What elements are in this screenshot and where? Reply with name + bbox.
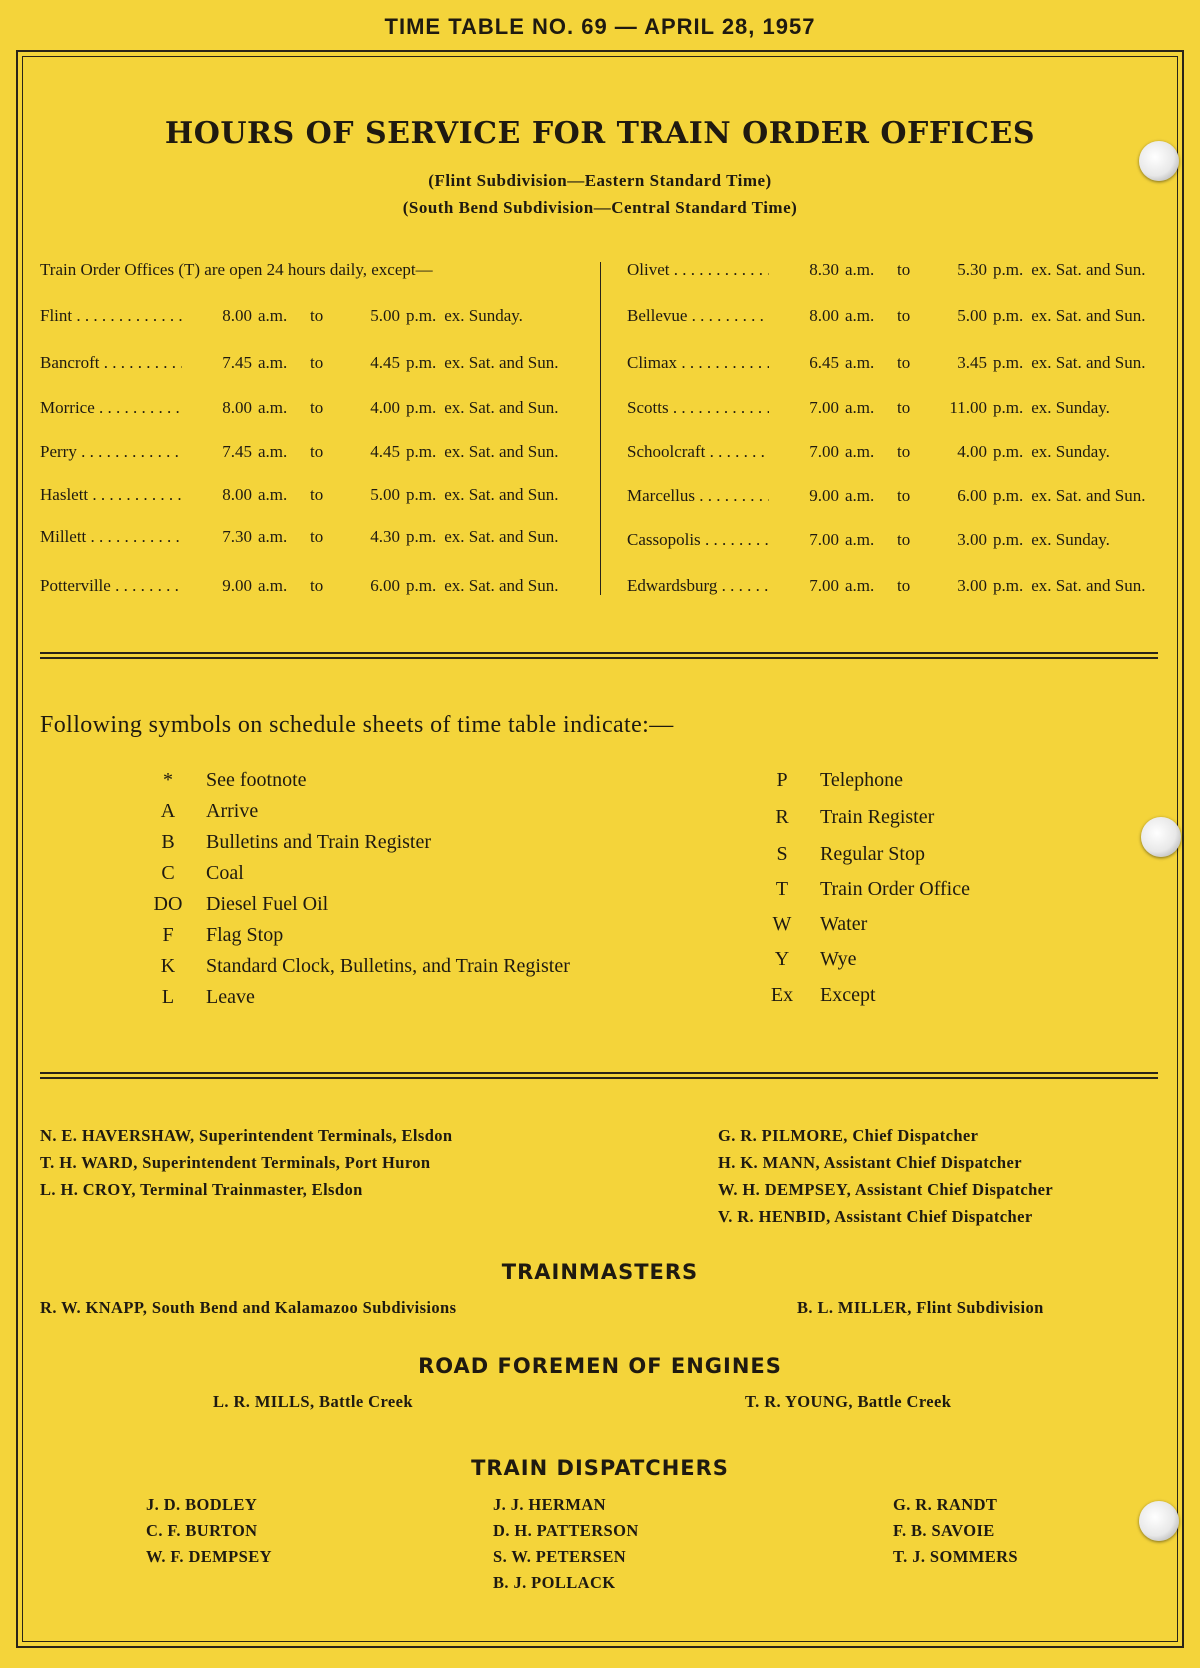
symbol-desc: Except <box>820 984 876 1006</box>
am-label: a.m. <box>845 486 875 505</box>
open-time: 7.00 <box>809 530 839 549</box>
open-time: 9.00 <box>222 576 252 595</box>
close-time: 6.00 <box>370 576 400 595</box>
timetable-header: TIME TABLE NO. 69 — APRIL 28, 1957 <box>384 14 816 39</box>
am-label: a.m. <box>258 576 288 595</box>
pm-label: p.m. <box>406 485 437 504</box>
road-foreman-entry: T. R. YOUNG, Battle Creek <box>745 1392 952 1411</box>
exception-note: ex. Sunday. <box>1031 530 1110 549</box>
pm-label: p.m. <box>993 576 1024 595</box>
office-name: Potterville . . . <box>40 576 182 596</box>
official-entry: W. H. DEMPSEY, Assistant Chief Dispatcher <box>718 1180 1054 1199</box>
symbol-code: T <box>775 878 789 900</box>
office-name: Edwardsburg . . . <box>627 576 769 596</box>
office-name: Bancroft . . . <box>40 353 182 373</box>
office-name: Bellevue . . . <box>627 306 769 326</box>
exception-note: ex. Sat. and Sun. <box>1031 353 1146 372</box>
symbol-code: C <box>161 862 175 884</box>
symbol-desc: Regular Stop <box>820 843 925 865</box>
exception-note: ex. Sat. and Sun. <box>1031 486 1146 505</box>
to-label: to <box>310 442 324 461</box>
exception-note: ex. Sunday. <box>1031 398 1110 417</box>
to-label: to <box>310 485 324 504</box>
exception-note: ex. Sat. and Sun. <box>444 442 559 461</box>
punch-hole <box>1141 817 1181 857</box>
open-time: 8.00 <box>809 306 839 325</box>
close-time: 5.00 <box>370 306 400 325</box>
official-entry: G. R. PILMORE, Chief Dispatcher <box>718 1126 979 1145</box>
open-time: 7.45 <box>222 442 252 461</box>
close-time: 5.00 <box>957 306 987 325</box>
am-label: a.m. <box>258 527 288 546</box>
symbol-code: Ex <box>770 984 794 1006</box>
symbol-code: B <box>161 831 175 853</box>
official-entry: V. R. HENBID, Assistant Chief Dispatcher <box>718 1207 1033 1226</box>
symbol-code: * <box>163 769 173 791</box>
am-label: a.m. <box>845 576 875 595</box>
official-entry: T. H. WARD, Superintendent Terminals, Port Huron <box>40 1153 431 1172</box>
pm-label: p.m. <box>993 530 1024 549</box>
close-time: 4.45 <box>370 353 400 372</box>
office-name: Morrice . . . <box>40 398 182 418</box>
to-label: to <box>897 353 911 372</box>
dispatchers-heading: TRAIN DISPATCHERS <box>471 1456 729 1480</box>
exception-note: ex. Sunday. <box>444 306 523 325</box>
symbol-entry <box>752 769 903 792</box>
to-label: to <box>897 530 911 549</box>
symbol-entry <box>752 878 970 901</box>
section-rule <box>40 652 1158 659</box>
dispatcher-name: W. F. DEMPSEY <box>146 1547 272 1566</box>
office-name: Haslett . . . <box>40 485 182 505</box>
symbol-entry <box>138 800 258 823</box>
am-label: a.m. <box>258 398 288 417</box>
symbol-entry <box>138 862 244 885</box>
open-time: 7.30 <box>222 527 252 546</box>
symbol-desc: Flag Stop <box>206 924 284 946</box>
office-name: Marcellus . . . <box>627 486 769 506</box>
symbol-desc: Water <box>820 913 868 935</box>
office-name: Scotts . . . <box>627 398 769 418</box>
close-time: 4.00 <box>370 398 400 417</box>
symbol-code: W <box>772 913 792 935</box>
symbols-heading: Following symbols on schedule sheets of time table indicate:— <box>40 712 674 738</box>
pm-label: p.m. <box>406 576 437 595</box>
exception-note: ex. Sat. and Sun. <box>1031 260 1146 279</box>
am-label: a.m. <box>258 306 288 325</box>
trainmaster-entry: R. W. KNAPP, South Bend and Kalamazoo Subdivisions <box>40 1298 457 1317</box>
symbol-entry <box>752 984 876 1007</box>
pm-label: p.m. <box>406 353 437 372</box>
subtitle-flint: (Flint Subdivision—Eastern Standard Time) <box>428 171 772 190</box>
road-foreman-entry: L. R. MILLS, Battle Creek <box>213 1392 413 1411</box>
office-row <box>40 306 523 326</box>
close-time: 5.00 <box>370 485 400 504</box>
to-label: to <box>897 576 911 595</box>
symbol-entry <box>752 948 857 971</box>
column-divider <box>600 262 601 595</box>
pm-label: p.m. <box>993 442 1024 461</box>
pm-label: p.m. <box>406 306 437 325</box>
symbol-entry <box>752 843 925 866</box>
symbol-desc: Telephone <box>820 769 904 791</box>
exception-note: ex. Sat. and Sun. <box>444 353 559 372</box>
dispatcher-name: J. D. BODLEY <box>146 1495 258 1514</box>
official-entry: H. K. MANN, Assistant Chief Dispatcher <box>718 1153 1022 1172</box>
hours-intro: Train Order Offices (T) are open 24 hours daily, except— <box>40 260 433 279</box>
symbol-desc: Train Order Office <box>820 878 970 900</box>
office-row <box>627 486 1146 506</box>
close-time: 3.00 <box>957 576 987 595</box>
symbol-entry <box>138 924 283 947</box>
subtitle-south-bend: (South Bend Subdivision—Central Standard Time) <box>402 198 798 217</box>
symbol-desc: Standard Clock, Bulletins, and Train Register <box>206 955 570 977</box>
am-label: a.m. <box>258 442 288 461</box>
office-row <box>627 576 1146 596</box>
exception-note: ex. Sat. and Sun. <box>444 398 559 417</box>
symbol-entry <box>752 806 934 829</box>
symbol-desc: Bulletins and Train Register <box>206 831 431 853</box>
trainmaster-entry: B. L. MILLER, Flint Subdivision <box>797 1298 1044 1317</box>
symbol-desc: Leave <box>206 986 255 1008</box>
to-label: to <box>310 398 324 417</box>
pm-label: p.m. <box>993 260 1024 279</box>
am-label: a.m. <box>258 353 288 372</box>
official-entry: N. E. HAVERSHAW, Superintendent Terminals, Elsdon <box>40 1126 453 1145</box>
dispatcher-name: S. W. PETERSEN <box>493 1547 627 1566</box>
office-name: Olivet . . . <box>627 260 769 280</box>
open-time: 8.00 <box>222 485 252 504</box>
symbol-desc: See footnote <box>206 769 307 791</box>
office-row <box>40 442 559 462</box>
to-label: to <box>310 576 324 595</box>
exception-note: ex. Sat. and Sun. <box>1031 576 1146 595</box>
official-entry: L. H. CROY, Terminal Trainmaster, Elsdon <box>40 1180 363 1199</box>
office-row <box>627 353 1146 373</box>
dispatcher-name: C. F. BURTON <box>146 1521 258 1540</box>
pm-label: p.m. <box>406 442 437 461</box>
office-row <box>627 398 1110 418</box>
trainmasters-heading: TRAINMASTERS <box>501 1260 699 1284</box>
pm-label: p.m. <box>993 353 1024 372</box>
symbol-entry <box>138 831 431 854</box>
symbol-code: S <box>776 843 788 865</box>
exception-note: ex. Sunday. <box>1031 442 1110 461</box>
open-time: 7.45 <box>222 353 252 372</box>
symbol-entry <box>138 769 307 792</box>
exception-note: ex. Sat. and Sun. <box>444 485 559 504</box>
office-name: Flint . . . <box>40 306 182 326</box>
dispatcher-name: F. B. SAVOIE <box>893 1521 995 1540</box>
pm-label: p.m. <box>406 398 437 417</box>
open-time: 7.00 <box>809 398 839 417</box>
close-time: 4.00 <box>957 442 987 461</box>
pm-label: p.m. <box>993 486 1024 505</box>
section-rule <box>40 1072 1158 1079</box>
office-row <box>627 442 1110 462</box>
to-label: to <box>897 260 911 279</box>
office-row <box>40 576 559 596</box>
close-time: 6.00 <box>957 486 987 505</box>
am-label: a.m. <box>845 306 875 325</box>
open-time: 8.00 <box>222 306 252 325</box>
dispatcher-name: D. H. PATTERSON <box>493 1521 639 1540</box>
pm-label: p.m. <box>993 398 1024 417</box>
symbol-code: DO <box>153 893 183 915</box>
exception-note: ex. Sat. and Sun. <box>444 527 559 546</box>
dispatcher-name: G. R. RANDT <box>893 1495 998 1514</box>
office-row <box>40 485 559 505</box>
symbol-code: L <box>161 986 175 1008</box>
am-label: a.m. <box>845 442 875 461</box>
office-name: Climax . . . <box>627 353 769 373</box>
to-label: to <box>897 486 911 505</box>
am-label: a.m. <box>845 530 875 549</box>
hours-title: HOURS OF SERVICE FOR TRAIN ORDER OFFICES <box>164 116 1036 151</box>
symbol-desc: Coal <box>206 862 244 884</box>
open-time: 7.00 <box>809 442 839 461</box>
dispatcher-name: B. J. POLLACK <box>493 1573 616 1592</box>
office-row <box>40 398 559 418</box>
symbol-code: A <box>160 800 176 822</box>
exception-note: ex. Sat. and Sun. <box>444 576 559 595</box>
symbol-entry <box>752 913 867 936</box>
symbol-entry <box>138 986 255 1009</box>
office-name: Cassopolis . . . <box>627 530 769 550</box>
symbol-code: R <box>775 806 789 828</box>
open-time: 6.45 <box>809 353 839 372</box>
symbol-desc: Train Register <box>820 806 935 828</box>
symbol-desc: Arrive <box>206 800 259 822</box>
to-label: to <box>310 306 324 325</box>
to-label: to <box>897 398 911 417</box>
pm-label: p.m. <box>406 527 437 546</box>
to-label: to <box>310 527 324 546</box>
close-time: 4.30 <box>370 527 400 546</box>
road-foremen-heading: ROAD FOREMEN OF ENGINES <box>418 1354 782 1378</box>
symbol-code: P <box>776 769 788 791</box>
close-time: 5.30 <box>957 260 987 279</box>
symbol-entry <box>138 955 570 978</box>
symbol-code: K <box>160 955 176 977</box>
open-time: 9.00 <box>809 486 839 505</box>
office-row <box>627 260 1146 280</box>
office-name: Millett . . . <box>40 527 182 547</box>
symbol-entry <box>138 893 328 916</box>
punch-hole <box>1139 1501 1179 1541</box>
close-time: 3.00 <box>957 530 987 549</box>
symbol-code: Y <box>774 948 790 970</box>
dispatcher-name: T. J. SOMMERS <box>893 1547 1018 1566</box>
office-row <box>627 530 1110 550</box>
am-label: a.m. <box>845 260 875 279</box>
office-row <box>40 353 559 373</box>
open-time: 8.30 <box>809 260 839 279</box>
symbol-desc: Wye <box>820 948 857 970</box>
am-label: a.m. <box>845 353 875 372</box>
to-label: to <box>897 306 911 325</box>
open-time: 8.00 <box>222 398 252 417</box>
close-time: 3.45 <box>957 353 987 372</box>
exception-note: ex. Sat. and Sun. <box>1031 306 1146 325</box>
office-row <box>627 306 1146 326</box>
close-time: 4.45 <box>370 442 400 461</box>
am-label: a.m. <box>845 398 875 417</box>
symbol-code: F <box>162 924 174 946</box>
am-label: a.m. <box>258 485 288 504</box>
close-time: 11.00 <box>949 398 987 417</box>
dispatcher-name: J. J. HERMAN <box>493 1495 606 1514</box>
office-row <box>40 527 559 547</box>
to-label: to <box>310 353 324 372</box>
pm-label: p.m. <box>993 306 1024 325</box>
to-label: to <box>897 442 911 461</box>
open-time: 7.00 <box>809 576 839 595</box>
symbol-desc: Diesel Fuel Oil <box>206 893 329 915</box>
office-name: Schoolcraft . . . <box>627 442 769 462</box>
office-name: Perry . . . <box>40 442 182 462</box>
